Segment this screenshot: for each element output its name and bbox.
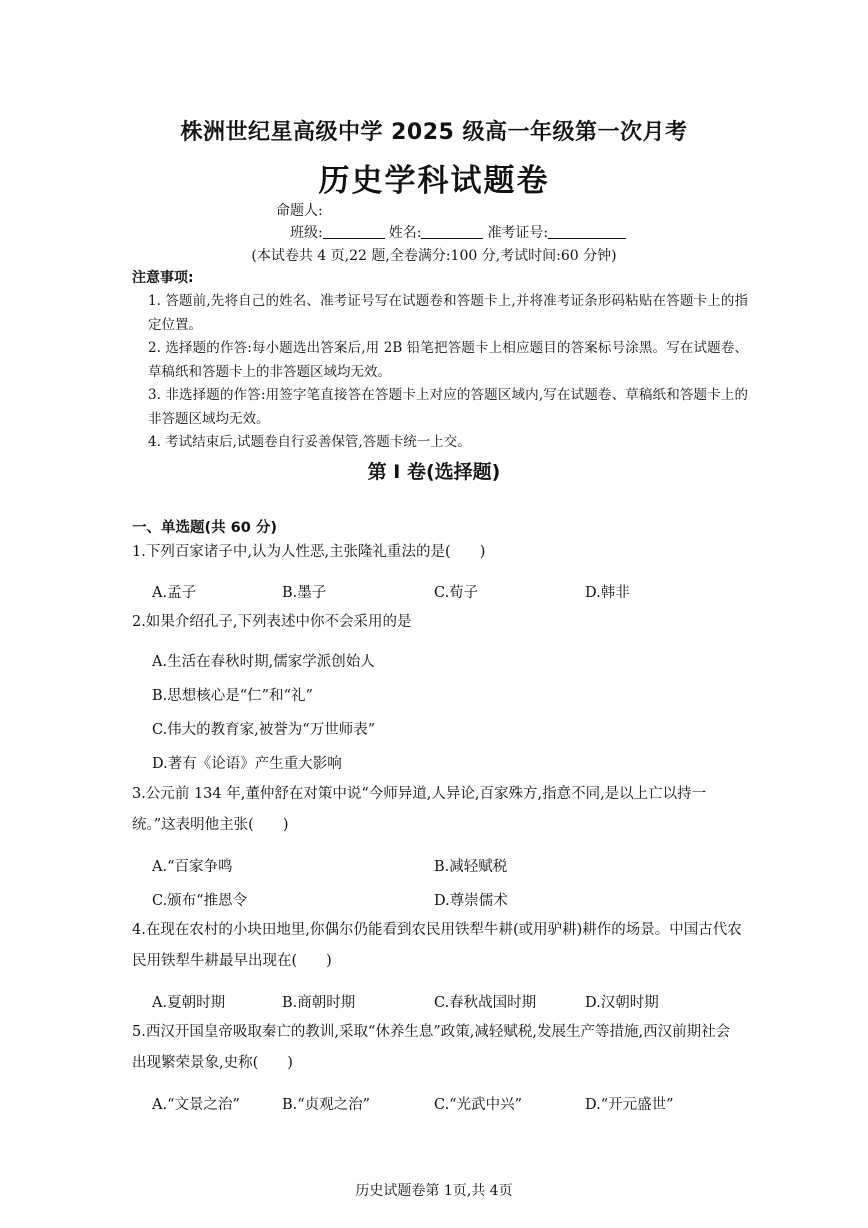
question-1-option-d: D.韩非 [585,585,630,601]
class-blank [323,224,385,239]
question-1-option-a: A.孟子 [152,585,197,601]
exam-title: 株洲世纪星高级中学 2025 级高一年级第一次月考 [180,120,688,145]
student-info-fields [290,222,630,242]
name-blank [421,224,483,239]
question-2-option-b: B.思想核心是“仁”和“礼” [152,688,313,704]
notice-item: 1. 答题前,先将自己的姓名、准考证号写在试题卷和答题卡上,并将准考证条形码粘贴在答题卡上的指定位置。 [148,293,748,333]
class-label: 班级: [290,225,323,241]
question-5-option-d: D.“开元盛世” [585,1097,674,1113]
question-4-option-a: A.夏朝时期 [152,995,226,1011]
question-1-option-b: B.墨子 [282,585,327,601]
question-3-option-c: C.颁布“推恩令 [152,893,248,909]
question-5-stem: 5.西汉开国皇帝吸取秦亡的教训,采取“休养生息”政策,减轻赋税,发展生产等措施,西汉前期社会出现繁荣景象,史称( ) [132,1024,731,1071]
question-3-stem: 3.公元前 134 年,董仲舒在对策中说“今师异道,人异论,百家殊方,指意不同,是以上亡以持一统。”这表明他主张( ) [132,786,707,833]
id-label: 准考证号: [487,225,549,241]
question-5-option-b: B.“贞观之治” [282,1097,371,1113]
exam-info: (本试卷共 4 页,22 题,全卷满分:100 分,考试时间:60 分钟) [251,248,617,264]
question-1-option-c: C.荀子 [434,585,479,601]
question-5-option-c: C.“光武中兴” [434,1097,523,1113]
notice-item: 2. 选择题的作答:每小题选出答案后,用 2B 铅笔把答题卡上相应题目的答案标号涂黑。写在试题卷、草稿纸和答题卡上的非答题区域均无效。 [148,340,748,380]
part-title: 第 I 卷(选择题) [367,461,501,483]
question-1-stem: 1.下列百家诸子中,认为人性恶,主张隆礼重法的是( ) [132,544,486,560]
question-3-option-b: B.减轻赋税 [434,859,508,875]
question-2-stem: 2.如果介绍孔子,下列表述中你不会采用的是 [132,614,412,630]
subject-title: 历史学科试题卷 [318,163,550,199]
id-blank [548,224,626,239]
notice-item: 4. 考试结束后,试题卷自行妥善保管,答题卡统一上交。 [148,434,471,450]
question-2-option-d: D.著有《论语》产生重大影响 [152,756,342,772]
question-4-stem: 4.在现在农村的小块田地里,你偶尔仍能看到农民用铁犁牛耕(或用驴耕)耕作的场景。中国古代农民用铁犁牛耕最早出现在( ) [132,922,742,969]
question-4-option-c: C.春秋战国时期 [434,995,537,1011]
question-4-option-d: D.汉朝时期 [585,995,659,1011]
question-3-option-a: A.“百家争鸣 [152,859,233,875]
question-5-option-a: A.“文景之治” [152,1097,240,1113]
notice-list [148,290,748,455]
question-2-option-a: A.生活在春秋时期,儒家学派创始人 [152,654,375,670]
question-2-option-c: C.伟大的教育家,被誉为“万世师表” [152,722,376,738]
name-label: 姓名: [388,225,422,241]
page-footer: 历史试题卷第 1页,共 4页 [355,1183,513,1199]
notice-item: 3. 非选择题的作答:用签字笔直接答在答题卡上对应的答题区域内,写在试题卷、草稿纸和答题卡上的非答题区域均无效。 [148,387,748,427]
section-heading: 一、单选题(共 60 分) [132,520,278,536]
notice-heading: 注意事项: [132,270,194,286]
author-label: 命题人: [276,203,323,219]
question-3-option-d: D.尊崇儒术 [434,893,508,909]
question-4-option-b: B.商朝时期 [282,995,356,1011]
